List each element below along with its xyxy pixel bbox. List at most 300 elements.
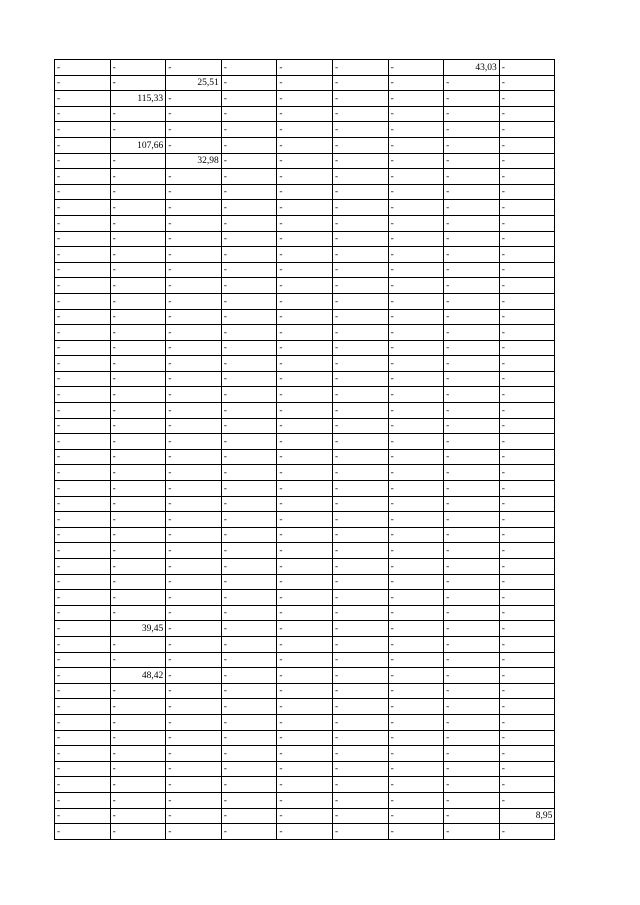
table-body bbox=[55, 60, 555, 840]
table-cell: - bbox=[277, 325, 333, 341]
table-cell: - bbox=[499, 106, 555, 122]
table-row bbox=[55, 371, 555, 387]
table-cell: - bbox=[55, 652, 111, 668]
table-cell: - bbox=[55, 481, 111, 497]
table-cell: - bbox=[332, 247, 388, 263]
table-row bbox=[55, 169, 555, 185]
table-cell: - bbox=[55, 403, 111, 419]
table-cell: - bbox=[388, 527, 444, 543]
table-cell: - bbox=[221, 215, 277, 231]
table-cell: - bbox=[499, 122, 555, 138]
table-cell: - bbox=[221, 184, 277, 200]
table-cell: - bbox=[332, 371, 388, 387]
table-cell: - bbox=[444, 636, 500, 652]
table-cell: - bbox=[277, 403, 333, 419]
table-cell: - bbox=[110, 60, 166, 76]
table-cell: - bbox=[221, 668, 277, 684]
table-cell: - bbox=[55, 512, 111, 528]
table-cell: - bbox=[499, 730, 555, 746]
table-cell: - bbox=[499, 278, 555, 294]
table-cell: - bbox=[221, 262, 277, 278]
table-cell: - bbox=[388, 60, 444, 76]
table-cell: - bbox=[444, 325, 500, 341]
table-cell: - bbox=[444, 418, 500, 434]
table-cell: - bbox=[221, 527, 277, 543]
table-cell: - bbox=[444, 714, 500, 730]
table-cell: - bbox=[55, 371, 111, 387]
table-cell: - bbox=[444, 683, 500, 699]
table-cell: - bbox=[110, 605, 166, 621]
table-cell: - bbox=[55, 590, 111, 606]
table-cell: - bbox=[110, 746, 166, 762]
table-cell: - bbox=[499, 200, 555, 216]
table-cell: - bbox=[444, 75, 500, 91]
table-row bbox=[55, 309, 555, 325]
table-cell: - bbox=[444, 699, 500, 715]
table-cell: - bbox=[444, 668, 500, 684]
table-cell: - bbox=[388, 746, 444, 762]
table-cell: - bbox=[277, 247, 333, 263]
table-cell: - bbox=[166, 184, 222, 200]
table-row bbox=[55, 714, 555, 730]
table-cell: - bbox=[277, 60, 333, 76]
table-cell: - bbox=[55, 75, 111, 91]
table-cell: - bbox=[499, 543, 555, 559]
table-cell: - bbox=[332, 636, 388, 652]
table-cell: - bbox=[166, 559, 222, 575]
table-row bbox=[55, 668, 555, 684]
table-cell: - bbox=[166, 730, 222, 746]
table-cell: - bbox=[277, 590, 333, 606]
table-cell: - bbox=[277, 309, 333, 325]
table-cell: - bbox=[444, 309, 500, 325]
table-row bbox=[55, 60, 555, 76]
table-cell: - bbox=[110, 652, 166, 668]
table-cell: - bbox=[444, 481, 500, 497]
table-cell: - bbox=[110, 559, 166, 575]
table-cell: - bbox=[55, 636, 111, 652]
table-cell: - bbox=[55, 808, 111, 824]
table-cell: - bbox=[221, 746, 277, 762]
table-cell: - bbox=[332, 792, 388, 808]
table-cell: - bbox=[221, 106, 277, 122]
table-cell: - bbox=[499, 309, 555, 325]
table-cell: - bbox=[277, 231, 333, 247]
table-row bbox=[55, 808, 555, 824]
table-cell: - bbox=[499, 60, 555, 76]
table-cell: - bbox=[388, 309, 444, 325]
table-cell: - bbox=[332, 699, 388, 715]
table-cell: - bbox=[332, 761, 388, 777]
table-cell: - bbox=[166, 808, 222, 824]
table-cell: - bbox=[221, 247, 277, 263]
table-cell: - bbox=[221, 808, 277, 824]
table-cell: - bbox=[55, 356, 111, 372]
table-cell: - bbox=[166, 683, 222, 699]
table-cell: - bbox=[332, 403, 388, 419]
table-cell: - bbox=[388, 325, 444, 341]
table-cell: - bbox=[332, 60, 388, 76]
table-cell: - bbox=[277, 75, 333, 91]
table-cell: - bbox=[221, 169, 277, 185]
table-cell: - bbox=[110, 683, 166, 699]
table-cell: - bbox=[499, 434, 555, 450]
table-cell: - bbox=[55, 683, 111, 699]
table-row bbox=[55, 652, 555, 668]
table-cell: - bbox=[444, 137, 500, 153]
table-cell: - bbox=[166, 200, 222, 216]
table-cell: - bbox=[166, 574, 222, 590]
table-cell: - bbox=[166, 636, 222, 652]
table-cell: - bbox=[388, 403, 444, 419]
table-cell: - bbox=[277, 777, 333, 793]
table-cell: - bbox=[332, 325, 388, 341]
table-cell: - bbox=[388, 106, 444, 122]
table-cell: - bbox=[388, 153, 444, 169]
table-cell: - bbox=[332, 215, 388, 231]
table-cell: - bbox=[221, 512, 277, 528]
table-cell: - bbox=[277, 543, 333, 559]
table-cell: - bbox=[499, 746, 555, 762]
table-cell: - bbox=[55, 122, 111, 138]
table-cell: - bbox=[388, 387, 444, 403]
table-cell: - bbox=[444, 543, 500, 559]
table-cell: - bbox=[166, 309, 222, 325]
table-cell: - bbox=[388, 418, 444, 434]
table-cell: - bbox=[332, 543, 388, 559]
table-row bbox=[55, 777, 555, 793]
table-cell: - bbox=[277, 636, 333, 652]
table-cell: - bbox=[332, 777, 388, 793]
table-cell: - bbox=[332, 527, 388, 543]
table-cell: - bbox=[499, 621, 555, 637]
table-cell: - bbox=[277, 621, 333, 637]
table-row bbox=[55, 761, 555, 777]
table-row bbox=[55, 590, 555, 606]
table-cell: - bbox=[166, 824, 222, 840]
table-cell: - bbox=[166, 356, 222, 372]
table-cell: - bbox=[277, 106, 333, 122]
table-cell: - bbox=[221, 403, 277, 419]
table-cell: - bbox=[332, 75, 388, 91]
table-cell: - bbox=[444, 496, 500, 512]
table-cell: - bbox=[499, 449, 555, 465]
table-cell: - bbox=[444, 153, 500, 169]
table-cell: - bbox=[166, 761, 222, 777]
table-cell: - bbox=[110, 699, 166, 715]
table-cell: - bbox=[166, 418, 222, 434]
table-cell: - bbox=[499, 293, 555, 309]
table-cell: - bbox=[444, 652, 500, 668]
table-cell: - bbox=[388, 122, 444, 138]
table-cell: - bbox=[55, 387, 111, 403]
table-cell: - bbox=[221, 683, 277, 699]
table-cell: - bbox=[277, 122, 333, 138]
table-row bbox=[55, 137, 555, 153]
table-row bbox=[55, 356, 555, 372]
table-cell: - bbox=[388, 200, 444, 216]
table-cell: - bbox=[332, 200, 388, 216]
table-cell: - bbox=[277, 559, 333, 575]
table-cell: - bbox=[499, 231, 555, 247]
table-cell: - bbox=[110, 75, 166, 91]
table-cell: - bbox=[332, 293, 388, 309]
table-cell: - bbox=[444, 465, 500, 481]
table-cell: - bbox=[55, 91, 111, 107]
table-cell: - bbox=[55, 543, 111, 559]
table-cell: - bbox=[332, 262, 388, 278]
table-cell: - bbox=[499, 636, 555, 652]
table-cell: - bbox=[388, 512, 444, 528]
table-cell: - bbox=[277, 605, 333, 621]
table-cell: - bbox=[221, 60, 277, 76]
table-cell: - bbox=[388, 636, 444, 652]
table-cell: - bbox=[499, 590, 555, 606]
table-cell: - bbox=[332, 481, 388, 497]
table-cell: - bbox=[388, 761, 444, 777]
table-row bbox=[55, 481, 555, 497]
table-cell: - bbox=[277, 340, 333, 356]
table-cell: - bbox=[499, 371, 555, 387]
table-row bbox=[55, 403, 555, 419]
table-cell: - bbox=[55, 231, 111, 247]
table-cell: - bbox=[332, 574, 388, 590]
table-cell: - bbox=[499, 403, 555, 419]
table-cell: - bbox=[221, 761, 277, 777]
table-cell: - bbox=[499, 714, 555, 730]
table-cell: - bbox=[444, 792, 500, 808]
table-cell: - bbox=[221, 465, 277, 481]
table-cell: - bbox=[277, 418, 333, 434]
table-cell: - bbox=[332, 652, 388, 668]
table-cell: - bbox=[110, 169, 166, 185]
table-cell: - bbox=[388, 777, 444, 793]
table-row bbox=[55, 746, 555, 762]
table-cell: - bbox=[221, 777, 277, 793]
table-cell: - bbox=[332, 668, 388, 684]
table-cell: - bbox=[55, 730, 111, 746]
table-cell: - bbox=[110, 527, 166, 543]
table-cell: - bbox=[444, 231, 500, 247]
table-cell: - bbox=[332, 340, 388, 356]
table-cell: - bbox=[499, 559, 555, 575]
table-cell: - bbox=[499, 683, 555, 699]
table-cell: - bbox=[444, 761, 500, 777]
table-cell: - bbox=[388, 340, 444, 356]
table-cell: - bbox=[388, 247, 444, 263]
table-cell: - bbox=[277, 387, 333, 403]
table-cell: - bbox=[499, 153, 555, 169]
table-row bbox=[55, 465, 555, 481]
table-cell: - bbox=[110, 387, 166, 403]
table-cell: - bbox=[221, 75, 277, 91]
table-cell: - bbox=[221, 496, 277, 512]
table-cell: - bbox=[221, 730, 277, 746]
table-cell: - bbox=[110, 449, 166, 465]
table-cell: - bbox=[388, 730, 444, 746]
table-cell: - bbox=[166, 247, 222, 263]
table-cell: - bbox=[221, 636, 277, 652]
table-cell: - bbox=[444, 730, 500, 746]
table-row bbox=[55, 122, 555, 138]
table-cell: - bbox=[332, 153, 388, 169]
table-row bbox=[55, 215, 555, 231]
table-cell: - bbox=[166, 278, 222, 294]
table-cell: - bbox=[221, 153, 277, 169]
table-cell: - bbox=[55, 574, 111, 590]
table-row bbox=[55, 75, 555, 91]
table-cell: - bbox=[166, 699, 222, 715]
table-cell: - bbox=[277, 200, 333, 216]
table-cell: - bbox=[332, 730, 388, 746]
table-cell: - bbox=[55, 60, 111, 76]
table-cell: - bbox=[332, 137, 388, 153]
table-row bbox=[55, 293, 555, 309]
table-cell: 43,03 bbox=[444, 60, 500, 76]
table-cell: - bbox=[388, 449, 444, 465]
table-cell: - bbox=[388, 215, 444, 231]
table-cell: - bbox=[166, 215, 222, 231]
table-cell: - bbox=[166, 527, 222, 543]
table-cell: - bbox=[110, 730, 166, 746]
table-cell: - bbox=[499, 465, 555, 481]
table-cell: - bbox=[55, 465, 111, 481]
table-cell: - bbox=[499, 668, 555, 684]
table-cell: - bbox=[166, 169, 222, 185]
table-row bbox=[55, 340, 555, 356]
table-cell: - bbox=[499, 496, 555, 512]
table-cell: - bbox=[332, 605, 388, 621]
table-cell: - bbox=[55, 293, 111, 309]
table-cell: - bbox=[110, 153, 166, 169]
table-cell: - bbox=[388, 356, 444, 372]
table-cell: - bbox=[277, 278, 333, 294]
table-cell: - bbox=[110, 309, 166, 325]
table-cell: - bbox=[332, 184, 388, 200]
table-cell: - bbox=[277, 652, 333, 668]
table-cell: - bbox=[221, 356, 277, 372]
table-cell: - bbox=[388, 605, 444, 621]
table-cell: - bbox=[110, 543, 166, 559]
table-cell: - bbox=[388, 91, 444, 107]
table-cell: - bbox=[499, 356, 555, 372]
table-cell: - bbox=[388, 824, 444, 840]
table-cell: - bbox=[55, 714, 111, 730]
table-cell: - bbox=[444, 434, 500, 450]
table-cell: - bbox=[166, 512, 222, 528]
table-cell: - bbox=[166, 668, 222, 684]
table-row bbox=[55, 527, 555, 543]
table-cell: - bbox=[110, 761, 166, 777]
table-cell: - bbox=[499, 262, 555, 278]
table-cell: - bbox=[221, 699, 277, 715]
table-cell: - bbox=[444, 184, 500, 200]
table-row bbox=[55, 621, 555, 637]
table-row bbox=[55, 449, 555, 465]
table-cell: - bbox=[110, 122, 166, 138]
table-cell: - bbox=[221, 714, 277, 730]
table-cell: - bbox=[444, 169, 500, 185]
table-cell: - bbox=[499, 137, 555, 153]
table-cell: - bbox=[277, 574, 333, 590]
table-cell: - bbox=[110, 512, 166, 528]
table-cell: - bbox=[332, 169, 388, 185]
table-cell: - bbox=[499, 340, 555, 356]
table-row bbox=[55, 730, 555, 746]
table-cell: - bbox=[388, 184, 444, 200]
table-cell: - bbox=[166, 137, 222, 153]
table-cell: - bbox=[166, 590, 222, 606]
table-cell: 32,98 bbox=[166, 153, 222, 169]
table-cell: - bbox=[166, 293, 222, 309]
table-cell: - bbox=[499, 792, 555, 808]
table-row bbox=[55, 106, 555, 122]
table-row bbox=[55, 699, 555, 715]
table-cell: - bbox=[55, 559, 111, 575]
table-cell: - bbox=[166, 481, 222, 497]
table-cell: - bbox=[166, 91, 222, 107]
table-cell: - bbox=[221, 418, 277, 434]
table-cell: - bbox=[332, 449, 388, 465]
table-row bbox=[55, 418, 555, 434]
table-cell: - bbox=[110, 340, 166, 356]
table-cell: - bbox=[55, 184, 111, 200]
table-cell: - bbox=[221, 340, 277, 356]
table-cell: - bbox=[444, 122, 500, 138]
table-cell: - bbox=[110, 262, 166, 278]
table-cell: - bbox=[277, 746, 333, 762]
table-cell: - bbox=[388, 465, 444, 481]
table-cell: - bbox=[221, 371, 277, 387]
table-cell: - bbox=[444, 590, 500, 606]
table-cell: - bbox=[110, 200, 166, 216]
table-cell: - bbox=[499, 387, 555, 403]
table-cell: - bbox=[110, 278, 166, 294]
table-cell: - bbox=[55, 309, 111, 325]
table-row bbox=[55, 636, 555, 652]
table-cell: - bbox=[221, 200, 277, 216]
table-cell: - bbox=[55, 262, 111, 278]
table-row bbox=[55, 325, 555, 341]
table-row bbox=[55, 605, 555, 621]
table-cell: - bbox=[166, 652, 222, 668]
table-cell: - bbox=[166, 746, 222, 762]
table-cell: - bbox=[110, 434, 166, 450]
table-cell: - bbox=[444, 512, 500, 528]
table-cell: - bbox=[55, 215, 111, 231]
table-cell: - bbox=[221, 137, 277, 153]
table-cell: - bbox=[444, 746, 500, 762]
table-cell: - bbox=[55, 434, 111, 450]
table-cell: - bbox=[110, 247, 166, 263]
table-cell: - bbox=[388, 543, 444, 559]
table-cell: - bbox=[388, 714, 444, 730]
table-cell: - bbox=[444, 200, 500, 216]
table-cell: - bbox=[166, 387, 222, 403]
table-cell: - bbox=[221, 605, 277, 621]
table-cell: - bbox=[110, 371, 166, 387]
table-cell: - bbox=[388, 75, 444, 91]
table-cell: - bbox=[55, 137, 111, 153]
table-cell: - bbox=[221, 543, 277, 559]
table-cell: - bbox=[332, 683, 388, 699]
table-row bbox=[55, 153, 555, 169]
table-cell: - bbox=[388, 808, 444, 824]
table-cell: - bbox=[499, 574, 555, 590]
table-cell: - bbox=[444, 824, 500, 840]
table-cell: - bbox=[110, 824, 166, 840]
table-cell: - bbox=[221, 481, 277, 497]
